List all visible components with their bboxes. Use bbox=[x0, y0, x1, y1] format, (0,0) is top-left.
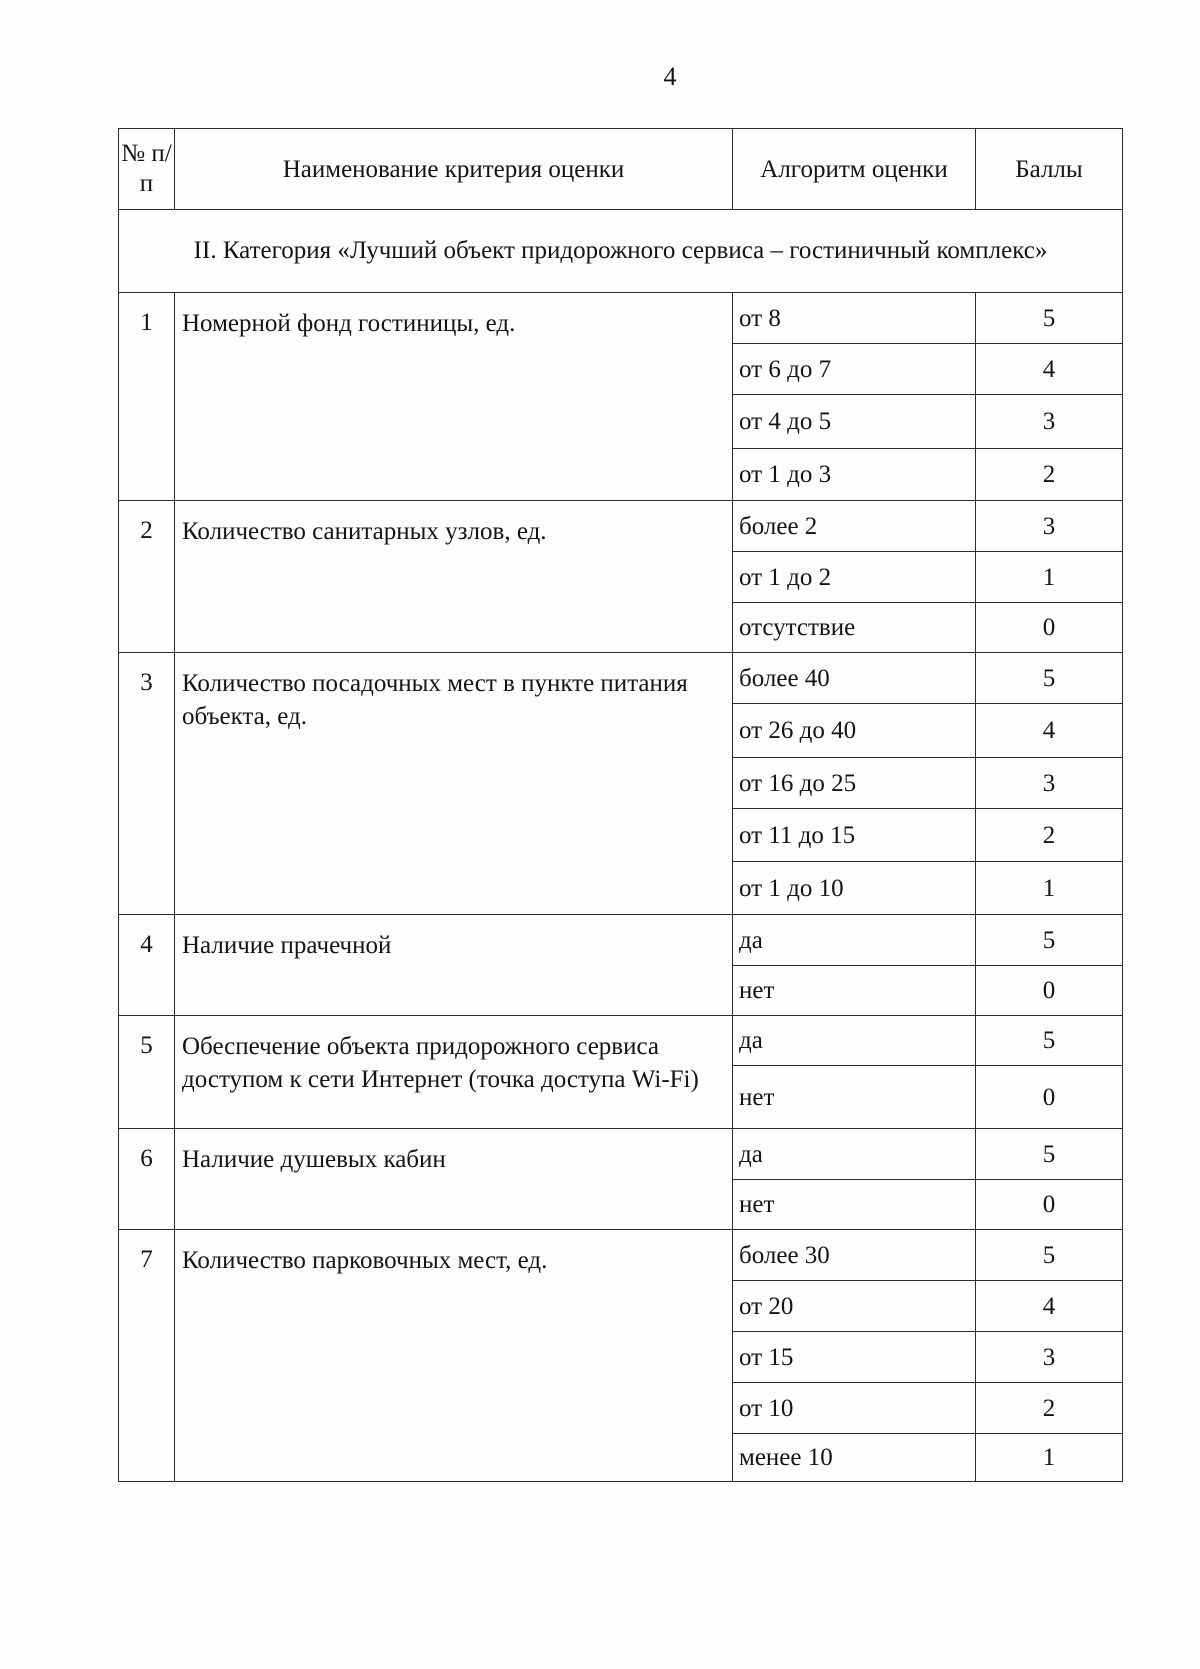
algorithm-cell: да bbox=[733, 1016, 976, 1066]
points-cell: 3 bbox=[976, 1332, 1123, 1383]
algorithm-cell: от 1 до 10 bbox=[733, 862, 976, 915]
table-row bbox=[119, 653, 1123, 704]
algorithm-cell: от 11 до 15 bbox=[733, 809, 976, 862]
algorithm-cell: да bbox=[733, 915, 976, 966]
criterion-number: 4 bbox=[119, 915, 175, 1016]
algorithm-cell: от 6 до 7 bbox=[733, 344, 976, 395]
algorithm-cell: более 30 bbox=[733, 1230, 976, 1281]
algorithm-cell: от 1 до 3 bbox=[733, 449, 976, 501]
points-cell: 1 bbox=[976, 552, 1123, 603]
algorithm-cell: от 15 bbox=[733, 1332, 976, 1383]
table-row bbox=[119, 293, 1123, 344]
points-cell: 5 bbox=[976, 1016, 1123, 1066]
points-cell: 4 bbox=[976, 704, 1123, 758]
category-title: II. Категория «Лучший объект придорожного сервиса – гостиничный комплекс» bbox=[119, 210, 1123, 293]
criterion-number: 6 bbox=[119, 1129, 175, 1230]
criterion-name: Количество посадочных мест в пункте питания объекта, ед. bbox=[175, 653, 733, 915]
points-cell: 0 bbox=[976, 966, 1123, 1016]
algorithm-cell: от 8 bbox=[733, 293, 976, 344]
points-cell: 1 bbox=[976, 862, 1123, 915]
algorithm-cell: от 10 bbox=[733, 1383, 976, 1434]
points-cell: 2 bbox=[976, 449, 1123, 501]
algorithm-cell: от 20 bbox=[733, 1281, 976, 1332]
points-cell: 0 bbox=[976, 1066, 1123, 1129]
points-cell: 2 bbox=[976, 809, 1123, 862]
points-cell: 0 bbox=[976, 1180, 1123, 1230]
points-cell: 5 bbox=[976, 1129, 1123, 1180]
algorithm-cell: более 40 bbox=[733, 653, 976, 704]
points-cell: 4 bbox=[976, 1281, 1123, 1332]
header-criterion: Наименование критерия оценки bbox=[175, 129, 733, 210]
table-row bbox=[119, 1016, 1123, 1066]
criterion-name: Обеспечение объекта придорожного сервиса доступом к сети Интернет (точка доступа Wi-Fi) bbox=[175, 1016, 733, 1129]
algorithm-cell: от 16 до 25 bbox=[733, 758, 976, 809]
criterion-name: Наличие прачечной bbox=[175, 915, 733, 1016]
points-cell: 3 bbox=[976, 395, 1123, 449]
category-row bbox=[119, 210, 1123, 293]
criterion-number: 2 bbox=[119, 501, 175, 653]
algorithm-cell: нет bbox=[733, 1066, 976, 1129]
header-points: Баллы bbox=[976, 129, 1123, 210]
table-row bbox=[119, 1230, 1123, 1281]
points-cell: 3 bbox=[976, 758, 1123, 809]
table-body bbox=[119, 210, 1123, 1482]
points-cell: 3 bbox=[976, 501, 1123, 552]
algorithm-cell: более 2 bbox=[733, 501, 976, 552]
algorithm-cell: нет bbox=[733, 1180, 976, 1230]
points-cell: 0 bbox=[976, 603, 1123, 653]
criterion-name: Номерной фонд гостиницы, ед. bbox=[175, 293, 733, 501]
criterion-number: 5 bbox=[119, 1016, 175, 1129]
points-cell: 5 bbox=[976, 915, 1123, 966]
points-cell: 5 bbox=[976, 1230, 1123, 1281]
algorithm-cell: нет bbox=[733, 966, 976, 1016]
criterion-number: 7 bbox=[119, 1230, 175, 1482]
criterion-number: 3 bbox=[119, 653, 175, 915]
criteria-table bbox=[118, 128, 1123, 1482]
criterion-name: Количество санитарных узлов, ед. bbox=[175, 501, 733, 653]
points-cell: 4 bbox=[976, 344, 1123, 395]
algorithm-cell: менее 10 bbox=[733, 1434, 976, 1482]
criterion-number: 1 bbox=[119, 293, 175, 501]
points-cell: 1 bbox=[976, 1434, 1123, 1482]
table-row bbox=[119, 501, 1123, 552]
page-number: 4 bbox=[663, 62, 677, 91]
criterion-name: Наличие душевых кабин bbox=[175, 1129, 733, 1230]
algorithm-cell: от 26 до 40 bbox=[733, 704, 976, 758]
algorithm-cell: от 1 до 2 bbox=[733, 552, 976, 603]
points-cell: 2 bbox=[976, 1383, 1123, 1434]
criterion-name: Количество парковочных мест, ед. bbox=[175, 1230, 733, 1482]
algorithm-cell: от 4 до 5 bbox=[733, 395, 976, 449]
algorithm-cell: отсутствие bbox=[733, 603, 976, 653]
header-algorithm: Алгоритм оценки bbox=[733, 129, 976, 210]
algorithm-cell: да bbox=[733, 1129, 976, 1180]
header-row bbox=[119, 129, 1123, 210]
points-cell: 5 bbox=[976, 293, 1123, 344]
table-row bbox=[119, 1129, 1123, 1180]
points-cell: 5 bbox=[976, 653, 1123, 704]
table-row bbox=[119, 915, 1123, 966]
header-number: № п/п bbox=[119, 129, 175, 210]
